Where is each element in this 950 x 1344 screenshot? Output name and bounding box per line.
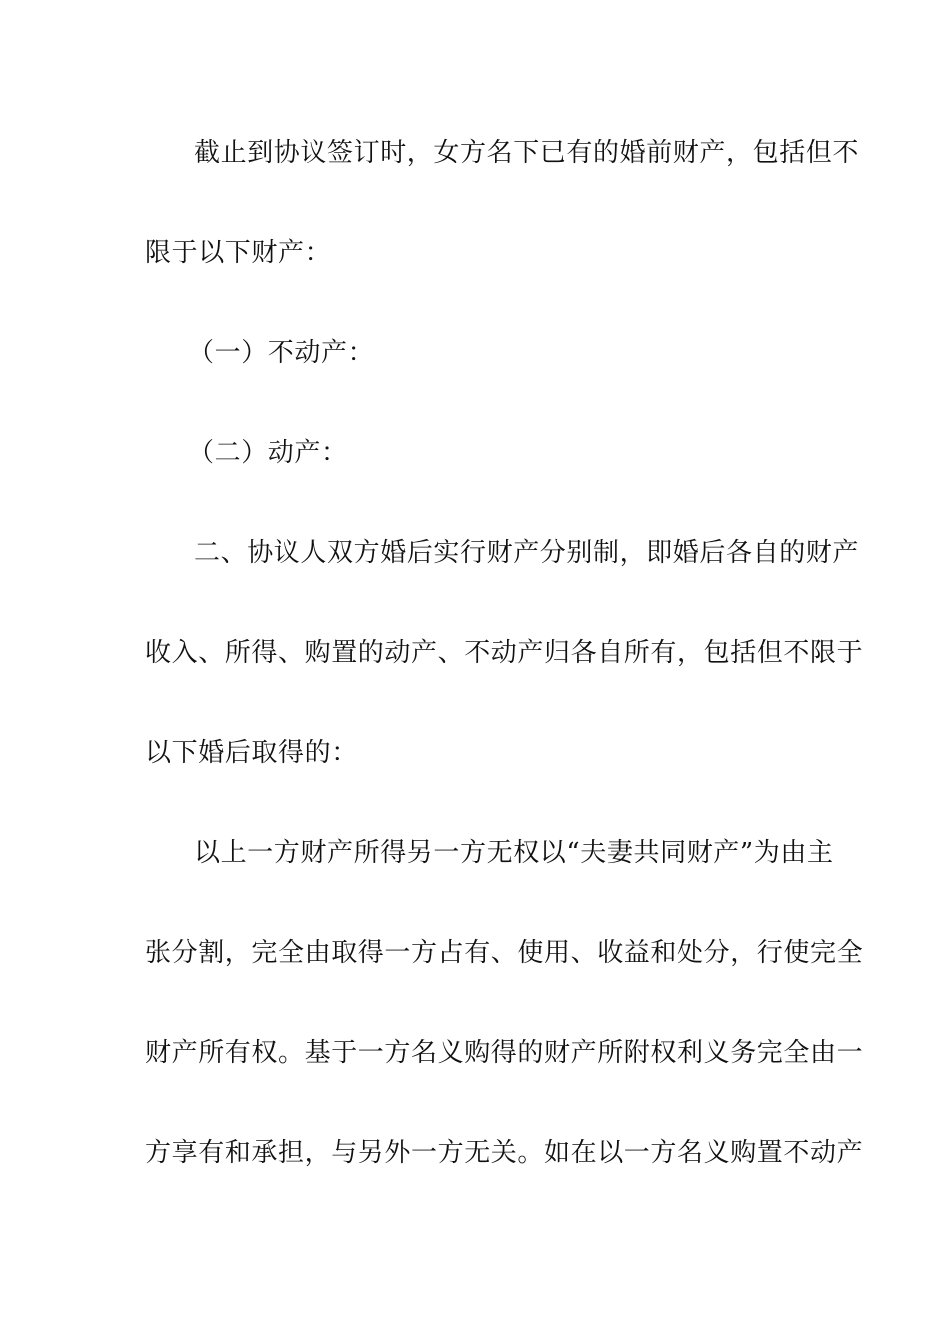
list-item-movable-property: （二）动产： <box>188 438 348 468</box>
paragraph-line: 方享有和承担，与另外一方无关。如在以一方名义购置不动产 <box>145 1138 864 1168</box>
paragraph-line: 收入、所得、购置的动产、不动产归各自所有，包括但不限于 <box>145 638 864 668</box>
paragraph-line: 以下婚后取得的： <box>145 738 358 768</box>
paragraph-line: 财产所有权。基于一方名义购得的财产所附权利义务完全由一 <box>145 1038 864 1068</box>
paragraph-line: 张分割，完全由取得一方占有、使用、收益和处分，行使完全 <box>145 938 864 968</box>
list-item-real-estate: （一）不动产： <box>188 338 375 368</box>
paragraph-line: 以上一方财产所得另一方无权以“夫妻共同财产”为由主 <box>194 838 834 868</box>
paragraph-line: 截止到协议签订时，女方名下已有的婚前财产，包括但不 <box>194 138 860 168</box>
paragraph-line: 限于以下财产： <box>145 238 332 268</box>
paragraph-line: 二、协议人双方婚后实行财产分别制，即婚后各自的财产 <box>194 538 860 568</box>
